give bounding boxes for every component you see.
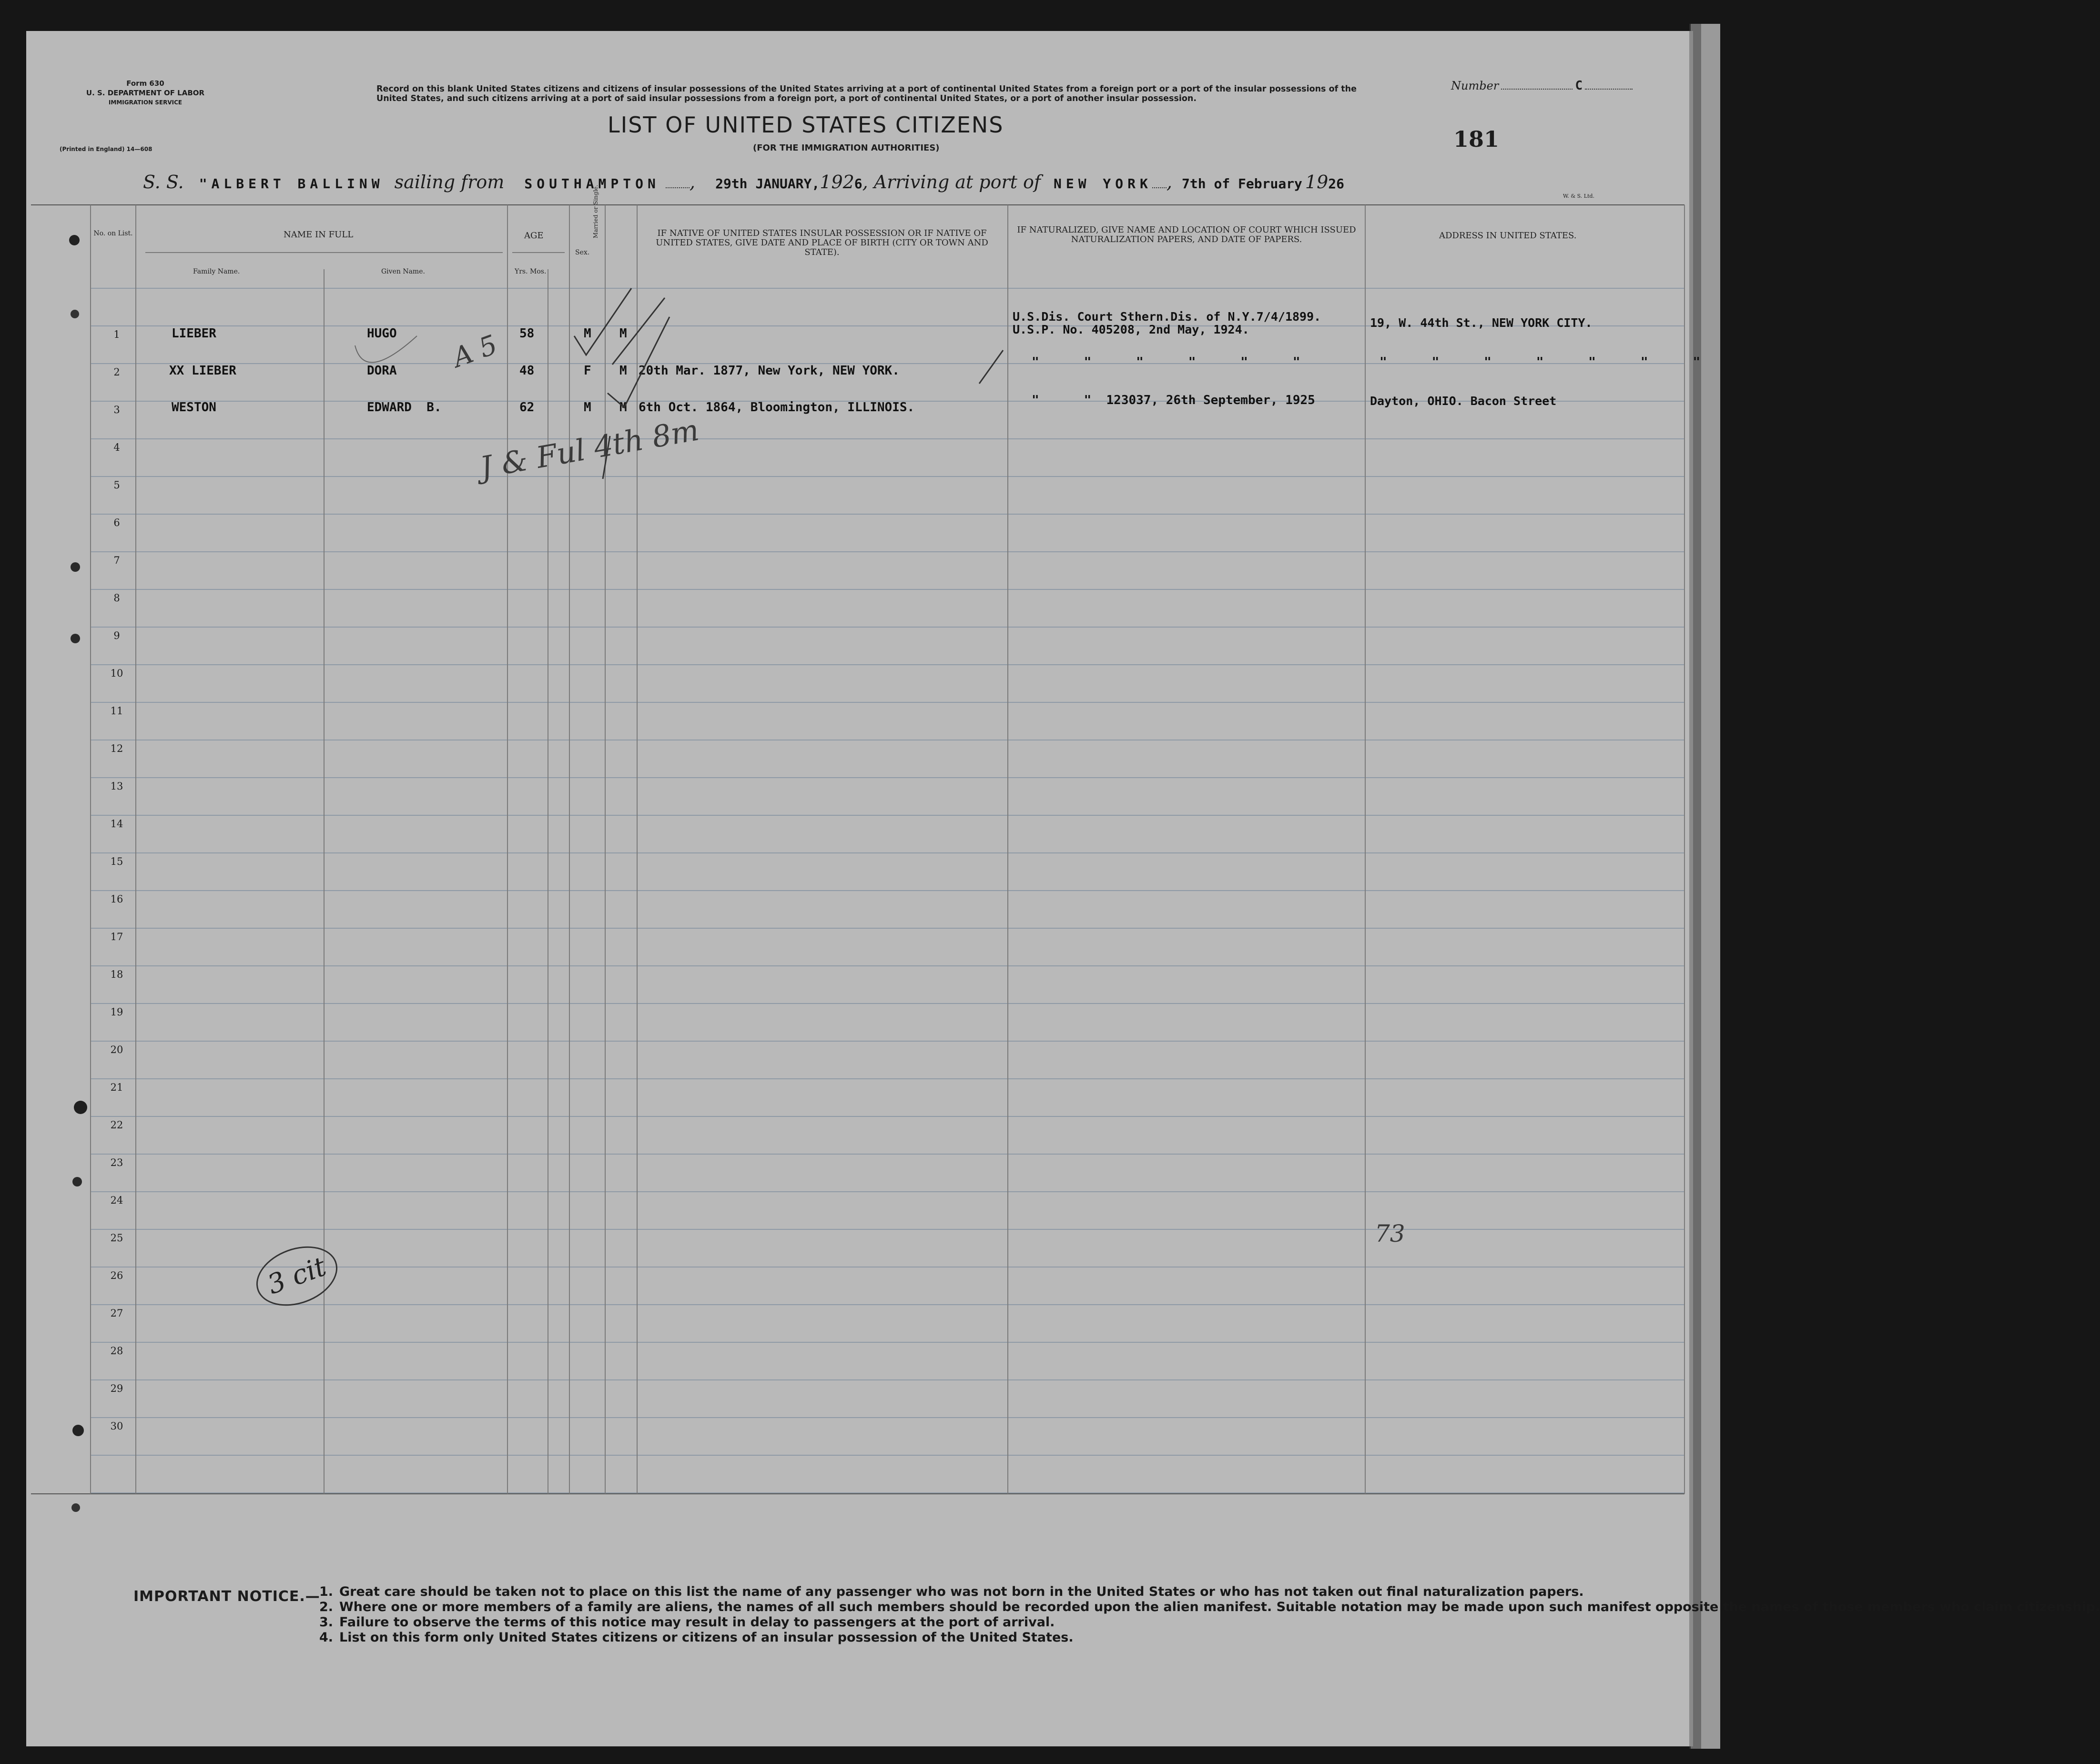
row-number: 12 (110, 743, 123, 754)
record-note: Record on this blank United States citizens and citizens of insular possessions of the United States arriving at a port of continental United States from a foreign port or a port of the insular possessions of the United States, and such citizens arriving at a port of said insular possessions from a foreign port, a port of continental United States, or a port of another insular possession. (376, 84, 1357, 103)
row-number: 28 (110, 1345, 123, 1357)
sailing-year-print: 192 (820, 172, 854, 193)
sailing-date: 29th JANUARY, (715, 176, 820, 192)
row-number: 19 (110, 1006, 123, 1018)
row-number: 2 (113, 366, 120, 378)
given-name: DORA (367, 364, 397, 378)
header-birth: IF NATIVE OF UNITED STATES INSULAR POSSESSION OR IF NATIVE OF UNITED STATES, GIVE DATE AND PLACE OF BIRTH (CITY OR TOWN AND STATE). (656, 228, 988, 257)
row-number: 14 (110, 818, 123, 830)
row-number: 15 (110, 856, 123, 867)
age-years: 58 (519, 326, 535, 341)
given-name: HUGO (367, 326, 397, 341)
header-no-on-list: No. on List. (93, 230, 133, 237)
notice-item (319, 1584, 1682, 1600)
notice-item-number: 3. (319, 1615, 334, 1630)
header-name-in-full: NAME IN FULL (284, 230, 354, 240)
comma2: , (1166, 172, 1172, 193)
row-number: 23 (110, 1157, 123, 1168)
row-number: 7 (113, 555, 120, 566)
family-name: LIEBER (172, 326, 216, 341)
arrival-date: 7th of February (1182, 176, 1302, 192)
row-number: 5 (113, 479, 120, 491)
row-number: 4 (113, 442, 120, 453)
row-number: 21 (110, 1082, 123, 1093)
arriving-label: , Arriving at port of (862, 172, 1041, 193)
list-title: LIST OF UNITED STATES CITIZENS (608, 112, 1004, 138)
naturalization-ditto: " " " " " " (1032, 355, 1300, 369)
list-subtitle: (FOR THE IMMIGRATION AUTHORITIES) (753, 143, 940, 153)
naturalization-court: U.S.Dis. Court Sthern.Dis. of N.Y.7/4/1899. (1013, 310, 1321, 324)
given-name: EDWARD B. (367, 400, 442, 415)
notice-item-text: List on this form only United States citizens or citizens of an insular possession of the United States. (339, 1630, 1074, 1645)
sex: M (584, 400, 591, 415)
row-number: 8 (113, 592, 120, 604)
row-number: 16 (110, 893, 123, 905)
row-number: 6 (113, 517, 120, 528)
notice-title: IMPORTANT NOTICE.— (133, 1588, 320, 1605)
arrival-year-typed: 26 (1328, 176, 1344, 192)
handwritten-mark: A 5 (448, 329, 502, 374)
header-sex: Sex. (575, 249, 590, 256)
hole-icon (69, 235, 80, 245)
row-number: 11 (110, 705, 123, 717)
row-number: 24 (110, 1195, 123, 1206)
row-number: 10 (110, 668, 123, 679)
ss-label: S. S. (143, 172, 184, 193)
naturalization-papers: U.S.P. No. 405208, 2nd May, 1924. (1013, 323, 1249, 336)
page-edge (1701, 24, 1720, 1749)
row-number: 25 (110, 1232, 123, 1244)
marital-status: M (619, 326, 627, 341)
row-number: 18 (110, 969, 123, 980)
department: U. S. DEPARTMENT OF LABOR (86, 89, 205, 97)
age-years: 48 (519, 364, 535, 378)
notice-list (319, 1584, 2100, 1645)
printer-mark: W. & S. Ltd. (1563, 193, 1595, 199)
page-number: 181 (1453, 126, 1500, 152)
age-years: 62 (519, 400, 535, 415)
birth-date-place: 20th Mar. 1877, New York, NEW YORK. (639, 364, 900, 378)
manifest-sheet (26, 31, 2100, 1746)
row-number: 27 (110, 1308, 123, 1319)
notice-item-number: 4. (319, 1630, 334, 1645)
header-naturalized: IF NATURALIZED, GIVE NAME AND LOCATION OF COURT WHICH ISSUED NATURALIZATION PAPERS, AND DATE OF PAPERS. (1017, 225, 1356, 244)
check-marks (26, 31, 1689, 1746)
address: Dayton, OHIO. Bacon Street (1370, 394, 1557, 408)
number-label: Number (1451, 79, 1499, 92)
hole-icon (71, 562, 80, 572)
hole-icon (72, 1177, 82, 1186)
header-family-name: Family Name. (193, 268, 240, 275)
notice-item-number: 2. (319, 1600, 334, 1614)
address-ditto: " " " " " " " (1380, 355, 1701, 369)
arrival-port: NEW YORK (1054, 176, 1152, 192)
sailing-label: sailing from (394, 172, 505, 193)
notice-item-text: Where one or more members of a family are aliens, the names of all such members should be recorded upon the alien manifest. Suitable notation may be made upon such manifest opposite the names of those members who claim citizenship. (339, 1600, 2100, 1614)
row-number: 1 (113, 329, 120, 340)
row-number: 30 (110, 1420, 123, 1432)
service: IMMIGRATION SERVICE (108, 99, 183, 106)
row-number: 13 (110, 781, 123, 792)
notice-item (319, 1630, 1682, 1645)
row-number: 29 (110, 1383, 123, 1394)
comma: , (689, 172, 696, 193)
family-name: XX LIEBER (169, 364, 236, 378)
citizens-count-stamp: 3 cit (248, 1236, 345, 1316)
sex: M (584, 326, 591, 341)
row-number: 17 (110, 931, 123, 943)
address: 19, W. 44th St., NEW YORK CITY. (1370, 316, 1593, 330)
handwritten-number: 73 (1375, 1220, 1405, 1247)
sailing-year-typed: 6 (854, 176, 862, 192)
row-number: 26 (110, 1270, 123, 1281)
header-given-name: Given Name. (381, 268, 425, 275)
hole-icon (71, 1503, 80, 1512)
notice-item (319, 1615, 1682, 1630)
header-yrs-mos: Yrs. Mos. (515, 268, 547, 275)
header-address: ADDRESS IN UNITED STATES. (1439, 231, 1577, 241)
header-married-single: Married or Single. (592, 184, 599, 238)
marital-status: M (619, 364, 627, 378)
arrival-year-print: 19 (1305, 172, 1329, 193)
notice-item-number: 1. (319, 1584, 334, 1599)
ship-name: "ALBERT BALLINW (199, 176, 384, 192)
notice-item-text: Failure to observe the terms of this notice may result in delay to passengers at the port of arrival. (339, 1615, 1055, 1630)
printed-in: (Printed in England) 14—608 (60, 146, 152, 152)
marital-status: M (619, 400, 627, 415)
notice-item-text: Great care should be taken not to place on this list the name of any passenger who was not born in the United States or who has not taken out final naturalization papers. (339, 1584, 1584, 1599)
hole-icon (72, 1425, 84, 1436)
handwritten-annotation: J & Ful 4th 8m (477, 412, 701, 485)
departure-port: SOUTHAMPTON (524, 176, 660, 192)
birth-date-place: 6th Oct. 1864, Bloomington, ILLINOIS. (639, 400, 915, 415)
hole-icon (74, 1101, 87, 1114)
header-age: AGE (524, 231, 544, 241)
notice-item (319, 1600, 2100, 1615)
number-value: C (1575, 79, 1583, 93)
row-number: 20 (110, 1044, 123, 1055)
sex: F (584, 364, 591, 378)
row-number: 3 (113, 404, 120, 416)
row-number: 22 (110, 1119, 123, 1131)
row-number: 9 (113, 630, 120, 641)
hole-icon (71, 634, 80, 643)
form-number: Form 630 (126, 79, 164, 88)
family-name: WESTON (172, 400, 216, 415)
naturalization-papers: " " 123037, 26th September, 1925 (1032, 393, 1315, 407)
hole-icon (71, 310, 79, 318)
